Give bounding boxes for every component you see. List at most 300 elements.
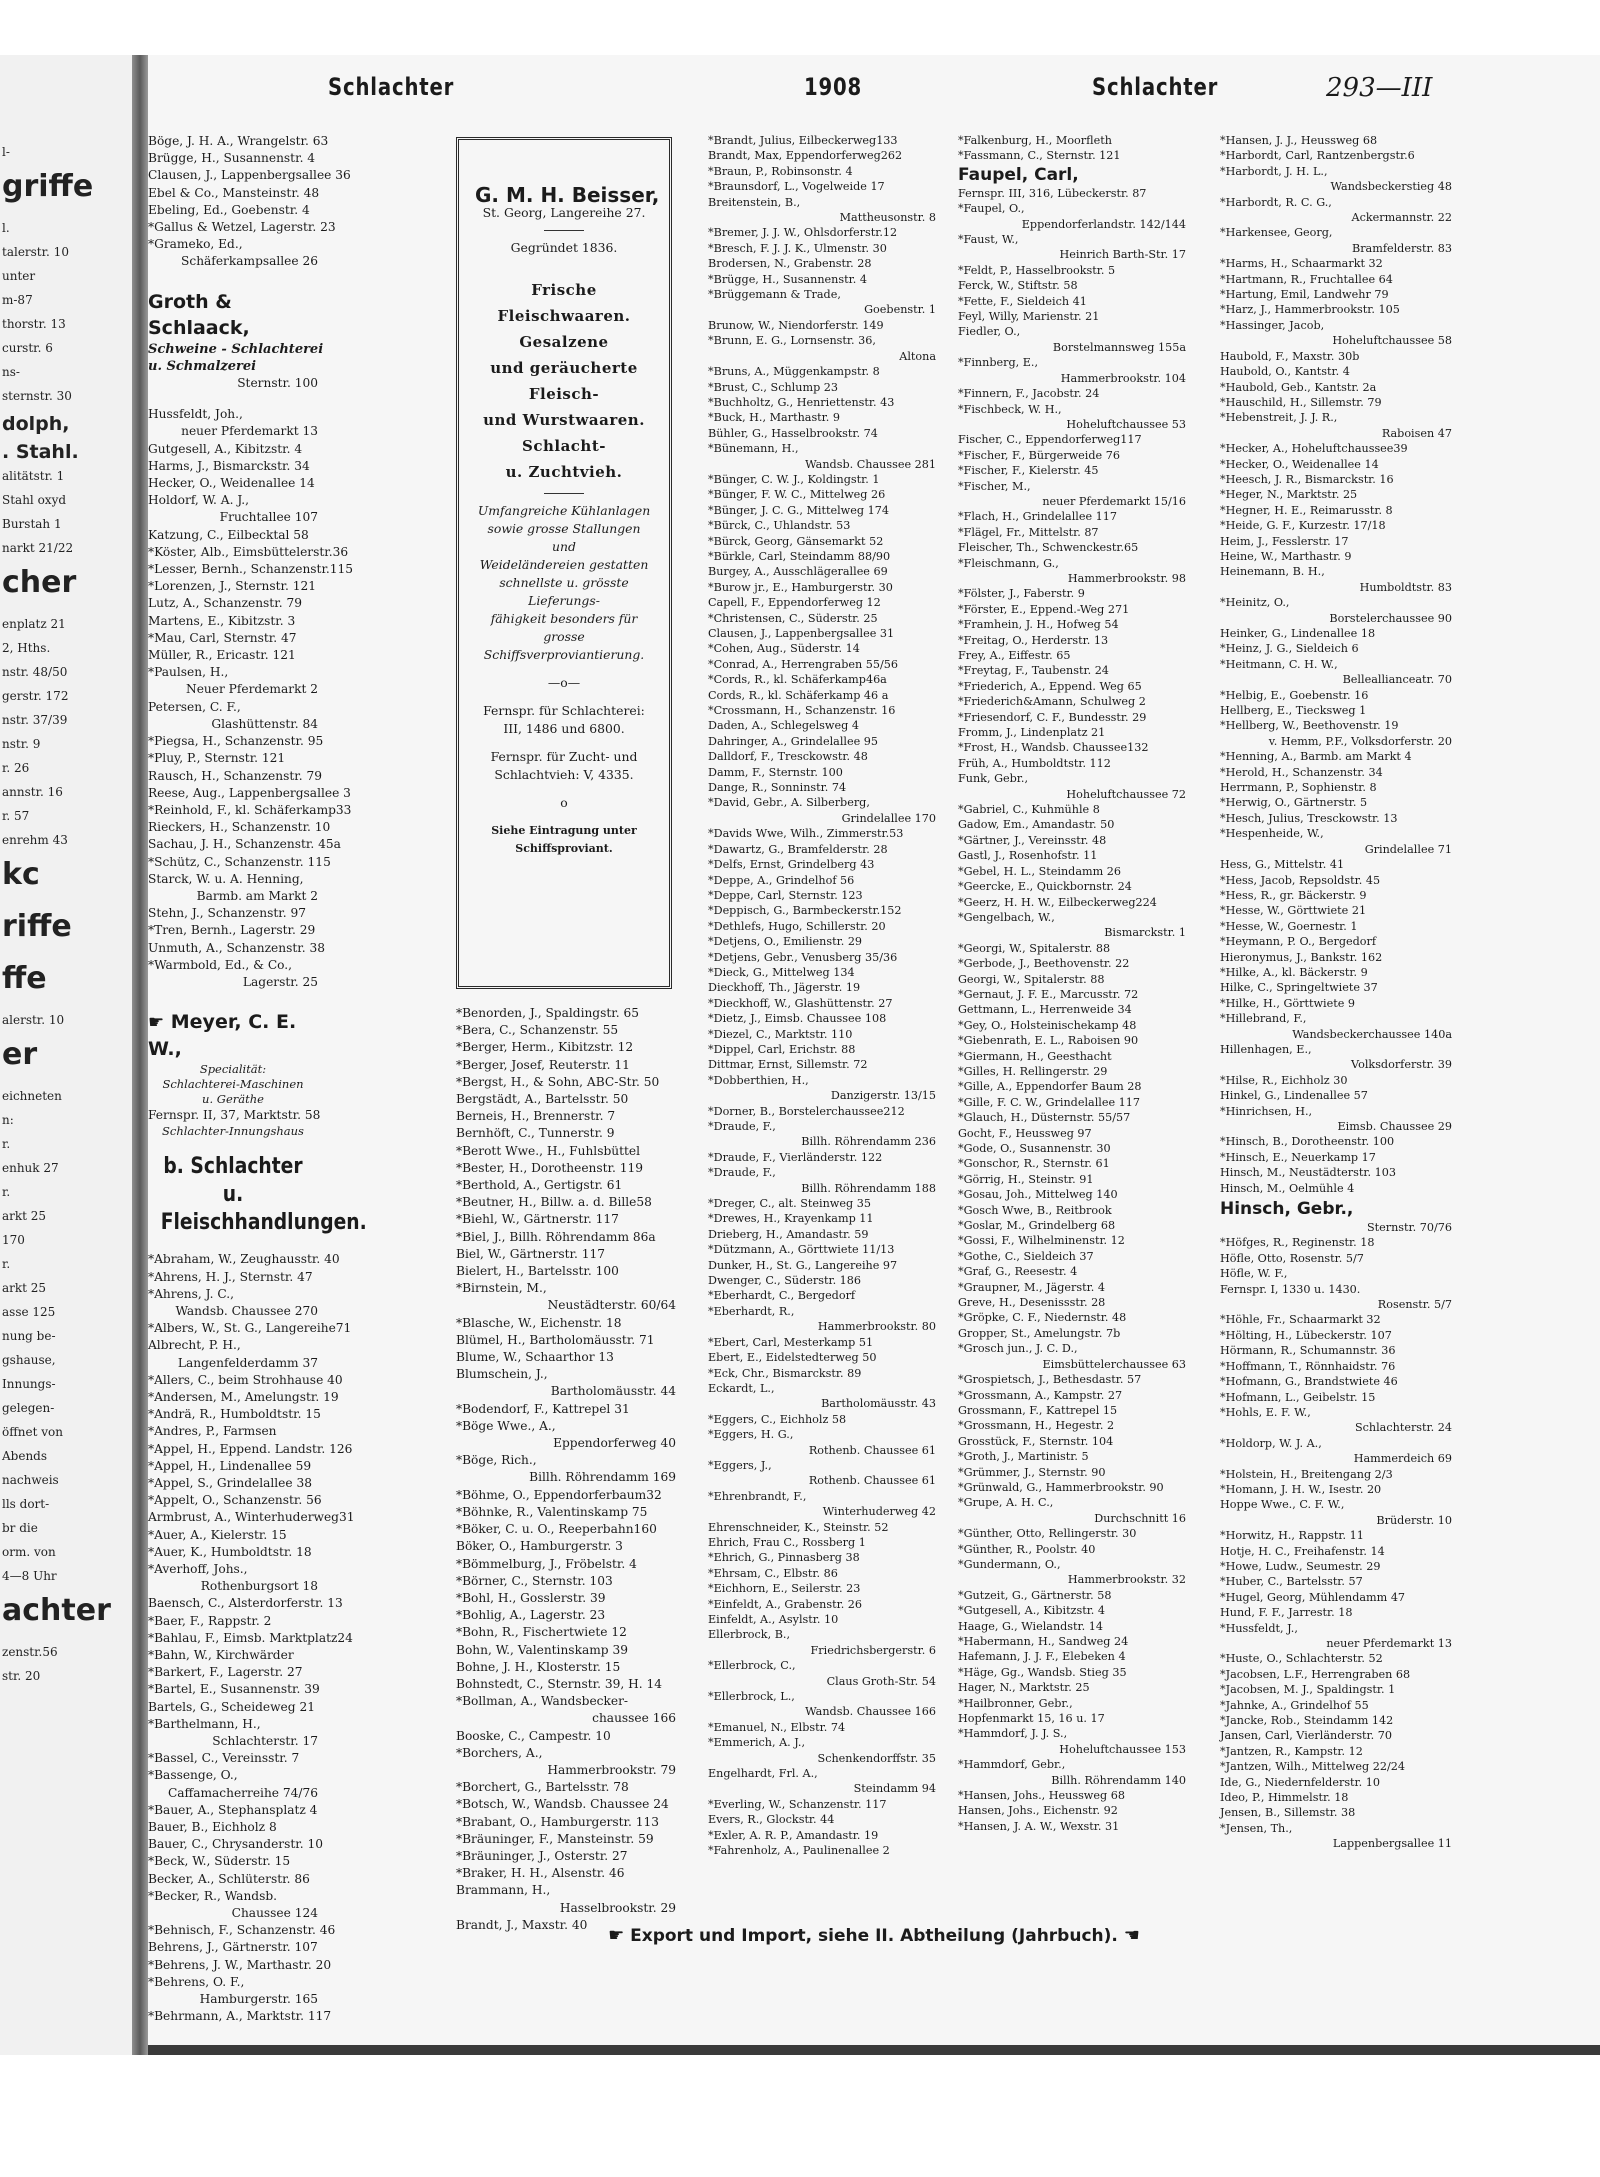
- page-footer: [148, 1925, 1600, 1946]
- listing-entry: *Huste, O., Schlachterstr. 52: [1220, 1652, 1383, 1666]
- listing-entry: *Förster, E., Eppend.-Weg 271: [958, 602, 1130, 616]
- listing-entry: Hinkel, G., Lindenallee 57: [1220, 1089, 1368, 1103]
- listing-entry: *Hofmann, G., Brandstwiete 46: [1220, 1375, 1398, 1389]
- listing-entry: Martens, E., Kibitzstr. 3: [148, 613, 296, 628]
- listing-entry: *Appel, S., Grindelallee 38: [148, 1475, 312, 1490]
- listing-entry: Ebel & Co., Mansteinstr. 48: [148, 185, 320, 200]
- listing-entry: *Delfs, Ernst, Grindelberg 43: [708, 858, 875, 872]
- listing-entry: *Albers, W., St. G., Langereihe71: [148, 1321, 352, 1336]
- footer-text: Export und Import, siehe II. Abtheilung (Jahrbuch).: [630, 1926, 1118, 1946]
- listing-entry: Brunow, W., Niendorferstr. 149: [708, 318, 884, 332]
- advert-name: ☛ Meyer, C. E. W.,: [148, 1011, 297, 1061]
- listing-entry: *Hoffmann, T., Rönnhaidstr. 76: [1220, 1359, 1396, 1373]
- listing-entry: *Heinz, J. G., Sieldeich 6: [1220, 642, 1359, 656]
- listing-entry: *Hammdorf, Gebr.,: [958, 1758, 1066, 1772]
- previous-page-fragment: r.: [2, 1257, 11, 1271]
- listing-entry: *Gallus & Wetzel, Lagerstr. 23: [148, 220, 336, 235]
- listing-entry: Humboldtstr. 83: [1359, 580, 1452, 594]
- listing-entry: neuer Pferdemarkt 13: [181, 424, 318, 439]
- listing-entry: *Gengelbach, W.,: [958, 910, 1055, 924]
- listing-entry: Gadow, Em., Amandastr. 50: [958, 818, 1115, 832]
- listing-entry: Hörmann, R., Schumannstr. 36: [1220, 1344, 1396, 1358]
- listing-entry: *Becker, R., Wandsb.: [148, 1888, 278, 1903]
- advert-line: u. Schmalzerei: [148, 358, 257, 374]
- listing-entry: *Hölting, H., Lübeckerstr. 107: [1220, 1328, 1392, 1342]
- listing-entry: *Allers, C., beim Strohhause 40: [148, 1372, 343, 1387]
- listing-entry: *Heger, N., Marktstr. 25: [1220, 488, 1358, 502]
- listing-entry: *Paulsen, H.,: [148, 665, 229, 680]
- listing-entry: Rothenb. Chaussee 61: [808, 1474, 936, 1488]
- listing-entry: *Emmerich, A. J.,: [708, 1736, 806, 1750]
- advert-line: Schlacht-: [522, 437, 606, 455]
- listing-entry: *Böge Wwe., A.,: [456, 1418, 556, 1433]
- listing-entry: *Gossi, F., Wilhelminenstr. 12: [958, 1234, 1125, 1248]
- column-4: [958, 133, 1186, 1834]
- listing-entry: Hopfenmarkt 15, 16 u. 17: [958, 1712, 1105, 1726]
- previous-page-fragment: unter: [2, 269, 36, 283]
- previous-page-fragment: enhuk 27: [2, 1161, 59, 1175]
- listing-entry: *Barkert, F., Lagerstr. 27: [148, 1665, 303, 1680]
- listing-entry: *Grupe, A. H. C.,: [958, 1496, 1054, 1510]
- listing-entry: *Averhoff, Johs.,: [148, 1562, 248, 1576]
- listing-entry: *Dobberthien, H.,: [708, 1073, 809, 1087]
- listing-entry: *Eggers, J.,: [708, 1458, 772, 1472]
- listing-entry: *Bünemann, H.,: [708, 442, 799, 456]
- listing-entry: *Brust, C., Schlump 23: [708, 380, 839, 394]
- listing-entry: *Hilke, A., kl. Bäckerstr. 9: [1220, 965, 1368, 979]
- listing-entry: *Höfges, R., Reginenstr. 18: [1220, 1236, 1375, 1250]
- listing-entry: Schenkendorffstr. 35: [817, 1751, 936, 1765]
- listing-entry: *Hansen, Johs., Heussweg 68: [958, 1789, 1125, 1803]
- previous-page-fragment: l-: [2, 145, 10, 159]
- listing-entry: Winterhuderweg 42: [822, 1505, 936, 1519]
- listing-entry: Hager, N., Marktstr. 25: [958, 1681, 1090, 1695]
- listing-entry: Baensch, C., Alsterdorferstr. 13: [148, 1596, 343, 1611]
- listing-entry: *Hartung, Emil, Landwehr 79: [1220, 288, 1389, 302]
- listing-entry: Schäferkampsallee 26: [181, 254, 318, 269]
- listing-entry: *Hansen, J. J., Heussweg 68: [1220, 134, 1378, 147]
- advert-separator: —o—: [547, 675, 581, 690]
- listing-entry: Lappenbergsallee 11: [1332, 1837, 1452, 1851]
- previous-page-fragment: Innungs-: [2, 1377, 56, 1391]
- listing-entry: *Fölster, J., Faberstr. 9: [958, 587, 1085, 601]
- listing-entry: *Freitag, O., Herderstr. 13: [958, 633, 1109, 647]
- listing-entry: Borstelerchaussee 90: [1329, 611, 1452, 625]
- listing-entry: *Barthelmann, H.,: [148, 1716, 261, 1731]
- listing-entry: *Gosau, Joh., Mittelweg 140: [958, 1188, 1118, 1202]
- listing-entry: *Pluy, P., Sternstr. 121: [148, 751, 286, 766]
- listing-entry: Langenfelderdamm 37: [177, 1355, 318, 1370]
- listing-entry: *Harkensee, Georg,: [1220, 226, 1333, 240]
- advert-name: Faupel, Carl,: [958, 164, 1079, 185]
- listing-entry: *Behrmann, A., Marktstr. 117: [148, 2009, 332, 2024]
- previous-page-fragment: alerstr. 10: [2, 1013, 65, 1027]
- listing-entry: *Beck, W., Süderstr. 15: [148, 1854, 291, 1869]
- listing-entry: *Deppe, Carl, Sternstr. 123: [708, 888, 863, 902]
- listing-entry: *Bünger, J. C. G., Mittelweg 174: [708, 503, 889, 517]
- listing-entry: *Hess, R., gr. Bäckerstr. 9: [1220, 888, 1367, 902]
- listing-entry: Brügge, H., Susannenstr. 4: [148, 151, 316, 166]
- listing-entry: *Gärtner, J., Vereinsstr. 48: [958, 833, 1107, 847]
- listing-entry: *Holdorp, W. J. A.,: [1220, 1436, 1322, 1450]
- listing-entry: *Hellberg, W., Beethovenstr. 19: [1220, 719, 1399, 733]
- advert-line: Fernspr. II, 37, Marktstr. 58: [148, 1108, 321, 1123]
- listing-entry: Rosenstr. 5/7: [1377, 1298, 1452, 1312]
- listing-entry: Herrmann, P., Sophienstr. 8: [1220, 781, 1377, 795]
- listing-entry: *Graf, G., Reesestr. 4: [958, 1265, 1078, 1279]
- advert-line: Siehe Eintragung unter: [491, 824, 637, 837]
- listing-entry: neuer Pferdemarkt 13: [1326, 1637, 1452, 1650]
- advert-beisser: [456, 137, 672, 989]
- listing-entry: *Giermann, H., Geesthacht: [958, 1049, 1112, 1063]
- advert-line: Weideländereien gestatten: [479, 557, 649, 572]
- listing-entry: Hamburgerstr. 165: [199, 1992, 318, 2007]
- listing-entry: Rieckers, H., Schanzenstr. 10: [148, 820, 331, 835]
- previous-page-fragment: dolph,: [2, 413, 70, 435]
- listing-entry: *Flach, H., Grindelallee 117: [958, 510, 1118, 524]
- previous-page-fragment: gerstr. 172: [2, 689, 69, 703]
- listing-entry: *Gröpke, C. F., Niedernstr. 48: [958, 1311, 1127, 1325]
- listing-entry: *Bräuninger, F., Mansteinstr. 59: [456, 1831, 654, 1846]
- listing-entry: *Drewes, H., Krayenkamp 11: [708, 1212, 874, 1226]
- listing-entry: *Glauch, H., Düsternstr. 55/57: [958, 1111, 1131, 1125]
- listing-entry: *Auer, K., Humboldtstr. 18: [148, 1544, 312, 1559]
- listing-entry: *Ellerbrock, L.,: [708, 1690, 795, 1704]
- listing-entry: Bohnstedt, C., Sternstr. 39, H. 14: [456, 1676, 662, 1691]
- listing-entry: *Häge, Gg., Wandsb. Stieg 35: [958, 1665, 1127, 1679]
- listing-entry: Becker, A., Schlüterstr. 86: [148, 1871, 310, 1886]
- previous-page-fragment: . Stahl.: [2, 441, 79, 463]
- listing-entry: *Hess, Jacob, Repsoldstr. 45: [1220, 873, 1381, 887]
- listing-entry: Ackermannstr. 22: [1351, 211, 1452, 225]
- listing-entry: Schlachterstr. 24: [1354, 1421, 1452, 1435]
- previous-page-fragment: achter: [2, 1593, 111, 1628]
- listing-entry: *Framhein, J. H., Hofweg 54: [958, 618, 1119, 632]
- listing-entry: Hammerbrookstr. 79: [547, 1762, 676, 1777]
- listing-entry: Reese, Aug., Lappenbergsallee 3: [148, 785, 351, 800]
- listing-entry: Müller, R., Ericastr. 121: [148, 648, 296, 663]
- listing-entry: Chaussee 124: [231, 1906, 318, 1921]
- listing-entry: neuer Pferdemarkt 15/16: [1042, 494, 1186, 508]
- listing-entry: *Berott Wwe., H., Fuhlsbüttel: [456, 1143, 641, 1158]
- listing-entry: *Böhnke, R., Valentinskamp 75: [456, 1504, 648, 1519]
- listing-entry: *Emanuel, N., Elbstr. 74: [708, 1720, 846, 1734]
- listing-entry: *Frost, H., Wandsb. Chaussee132: [958, 741, 1149, 755]
- listing-entry: *Herold, H., Schanzenstr. 34: [1220, 765, 1383, 779]
- listing-entry: Hansen, Johs., Eichenstr. 92: [958, 1804, 1118, 1818]
- listing-entry: Jansen, Carl, Vierländerstr. 70: [1220, 1729, 1393, 1743]
- listing-entry: *Draude, F.,: [708, 1120, 776, 1133]
- listing-entry: *Appel, H., Eppend. Landstr. 126: [148, 1441, 353, 1456]
- previous-page-fragment: Stahl oxyd: [2, 493, 67, 507]
- listing-entry: *Geercke, E., Quickbornstr. 24: [958, 880, 1132, 894]
- page-number: 293—III: [1326, 73, 1433, 103]
- listing-entry: Caffamacherreihe 74/76: [167, 1785, 318, 1800]
- listing-entry: Dittmar, Ernst, Sillemstr. 72: [708, 1058, 868, 1072]
- listing-entry: Früh, A., Humboldtstr. 112: [958, 756, 1111, 770]
- listing-entry: Grossmann, F., Kattrepel 15: [958, 1403, 1118, 1417]
- listing-entry: *Böker, C. u. O., Reeperbahn160: [456, 1522, 657, 1537]
- previous-page-fragment: nung be-: [2, 1329, 56, 1343]
- listing-block: [958, 133, 1186, 164]
- advert-line: Schweine - Schlachterei: [148, 341, 324, 357]
- book-gutter: [132, 55, 148, 2055]
- listing-entry: Berneis, H., Brennerstr. 7: [456, 1109, 616, 1124]
- listing-entry: Hafemann, J. J. F., Elebeken 4: [958, 1650, 1126, 1664]
- listing-entry: Breitenstein, B.,: [708, 195, 801, 209]
- listing-entry: *Gernaut, J. F. E., Marcusstr. 72: [958, 987, 1139, 1001]
- listing-entry: *Gabriel, C., Kuhmühle 8: [958, 803, 1100, 817]
- listing-entry: *Holstein, H., Breitengang 2/3: [1220, 1467, 1393, 1481]
- listing-entry: *Hecker, A., Hoheluftchaussee39: [1220, 442, 1408, 456]
- listing-entry: Goebenstr. 1: [864, 303, 936, 317]
- listing-entry: Brammann, H.,: [456, 1883, 551, 1898]
- previous-page-fragment: r. 57: [2, 809, 30, 823]
- listing-entry: Funk, Gebr.,: [958, 772, 1029, 786]
- listing-entry: *Andrä, R., Humboldtstr. 15: [148, 1407, 321, 1422]
- listing-entry: *Gonschor, R., Sternstr. 61: [958, 1157, 1110, 1171]
- listing-entry: chaussee 166: [592, 1711, 676, 1726]
- listing-entry: *Eberhardt, C., Bergedorf: [708, 1289, 856, 1303]
- listing-entry: *Bürck, C., Uhlandstr. 53: [708, 519, 851, 533]
- listing-entry: Hammerbrookstr. 98: [1067, 571, 1186, 585]
- listing-entry: Unmuth, A., Schanzenstr. 38: [148, 940, 325, 955]
- listing-entry: *Bruns, A., Müggenkampstr. 8: [708, 365, 880, 379]
- listing-block: [456, 1005, 676, 1934]
- listing-entry: Eppendorferlandstr. 142/144: [1021, 217, 1186, 231]
- listing-entry: *Buchholtz, G., Henriettenstr. 43: [708, 395, 895, 409]
- listing-entry: Danzigerstr. 13/15: [830, 1089, 936, 1103]
- listing-entry: Bohne, J. H., Klosterstr. 15: [456, 1659, 621, 1674]
- listing-entry: Burgey, A., Ausschlägerallee 69: [708, 565, 888, 579]
- listing-entry: *Andres, P., Farmsen: [148, 1424, 277, 1439]
- listing-entry: Hoheluftchaussee 72: [1066, 787, 1186, 801]
- listing-entry: Engelhardt, Frl. A.,: [708, 1767, 818, 1781]
- previous-page-fragment: nstr. 9: [2, 737, 41, 751]
- listing-entry: *Bräuninger, J., Osterstr. 27: [456, 1848, 628, 1863]
- listing-entry: *Jahnke, A., Grindelhof 55: [1220, 1698, 1369, 1712]
- advert-address: St. Georg, Langereihe 27.: [482, 205, 646, 220]
- advert-meyer: [148, 1009, 321, 1139]
- listing-entry: *Biel, J., Billh. Röhrendamm 86a: [456, 1229, 656, 1244]
- listing-entry: Neustädterstr. 60/64: [547, 1298, 676, 1313]
- listing-entry: *Braunsdorf, L., Vogelweide 17: [708, 180, 885, 194]
- listing-entry: *Böge, Rich.,: [456, 1453, 537, 1468]
- listing-entry: Eckardt, L.,: [708, 1381, 775, 1395]
- listing-entry: *Hauschild, H., Sillemstr. 79: [1220, 395, 1382, 409]
- listing-entry: Petersen, C. F.,: [148, 699, 241, 714]
- listing-entry: Dieckhoff, Th., Jägerstr. 19: [708, 981, 861, 995]
- listing-entry: *Jensen, Th.,: [1220, 1821, 1293, 1835]
- listing-entry: *Falkenburg, H., Moorfleth: [958, 134, 1112, 147]
- listing-entry: Fischer, C., Eppendorferweg117: [958, 433, 1142, 447]
- listing-entry: *Hecker, O., Weidenallee 14: [1220, 457, 1379, 471]
- listing-entry: Glashüttenstr. 84: [211, 716, 318, 731]
- listing-entry: Belleallianceatr. 70: [1342, 673, 1452, 687]
- listing-entry: *David, Gebr., A. Silberberg,: [708, 796, 870, 810]
- previous-page-fragment: ffe: [2, 961, 47, 996]
- listing-entry: *Hebenstreit, J. J. R.,: [1220, 411, 1338, 425]
- listing-entry: *Huber, C., Bartelsstr. 57: [1220, 1575, 1363, 1589]
- listing-entry: *Grossmann, A., Kampstr. 27: [958, 1388, 1123, 1402]
- listing-entry: *Bahn, W., Kirchwärder: [148, 1648, 294, 1663]
- listing-entry: Hotje, H. C., Freihafenstr. 14: [1220, 1544, 1385, 1558]
- listing-entry: *Dietz, J., Eimsb. Chaussee 108: [708, 1012, 887, 1026]
- listing-entry: Behrens, J., Gärtnerstr. 107: [148, 1940, 318, 1955]
- listing-entry: Wandsb. Chaussee 270: [175, 1303, 318, 1318]
- listing-entry: *Köster, Alb., Eimsbüttelerstr.36: [148, 544, 349, 559]
- listing-entry: Jensen, B., Sillemstr. 38: [1220, 1806, 1356, 1820]
- listing-entry: Katzung, C., Eilbecktal 58: [148, 527, 309, 542]
- listing-entry: *Gosch Wwe, B., Reitbrook: [958, 1203, 1112, 1217]
- listing-entry: Hellberg, E., Tiecksweg 1: [1220, 704, 1367, 718]
- advert-groth-schlaack: [148, 289, 324, 393]
- listing-entry: *Mau, Carl, Sternstr. 47: [148, 630, 297, 645]
- listing-entry: Blume, W., Schaarthor 13: [456, 1350, 614, 1365]
- listing-entry: Schlachterstr. 17: [212, 1734, 318, 1749]
- listing-entry: Hund, F. F., Jarrestr. 18: [1220, 1606, 1353, 1620]
- listing-entry: Gutgesell, A., Kibitzstr. 4: [148, 441, 303, 456]
- listing-entry: *Dreger, C., alt. Steinweg 35: [708, 1197, 871, 1211]
- listing-entry: Fiedler, O.,: [958, 325, 1021, 339]
- listing-entry: Gastl, J., Rosenhofstr. 11: [958, 849, 1098, 863]
- advert-phone: Fernspr. für Schlachterei:: [483, 703, 645, 718]
- listing-entry: *Bresch, F. J. J. K., Ulmenstr. 30: [708, 241, 887, 255]
- section-heading: b. Schlachter u. Fleischhandlungen.: [160, 1154, 367, 1236]
- listing-entry: *Gothe, C., Sieldeich 37: [958, 1249, 1094, 1263]
- listing-entry: *Gebel, H. L., Steindamm 26: [958, 864, 1121, 878]
- listing-entry: *Eggers, C., Eichholz 58: [708, 1412, 847, 1426]
- listing-entry: Bergstädt, A., Bartelsstr. 50: [456, 1092, 629, 1107]
- listing-entry: Höfle, W. F.,: [1220, 1267, 1288, 1281]
- pointing-hand-icon: ☛: [608, 1925, 625, 1946]
- listing-entry: Biel, W., Gärtnerstr. 117: [456, 1246, 605, 1261]
- listing-entry: *Gille, A., Eppendorfer Baum 28: [958, 1080, 1142, 1094]
- listing-entry: Hoppe Wwe., C. F. W.,: [1220, 1498, 1345, 1512]
- listing-entry: *Bürck, Georg, Gänsemarkt 52: [708, 534, 884, 548]
- previous-page-fragment: öffnet von: [2, 1425, 63, 1439]
- listing-entry: *Faust, W.,: [958, 233, 1019, 247]
- listing-entry: Hillenhagen, E.,: [1220, 1042, 1312, 1056]
- listing-entry: Steindamm 94: [853, 1782, 936, 1796]
- listing-entry: *Böhme, O., Eppendorferbaum32: [456, 1487, 662, 1502]
- listing-entry: *Heitmann, C. H. W.,: [1220, 657, 1338, 671]
- listing-entry: *Piegsa, H., Schanzenstr. 95: [148, 734, 324, 749]
- listing-entry: *Harbordt, J. H. L.,: [1220, 164, 1328, 178]
- listing-entry: Volksdorferstr. 39: [1351, 1058, 1452, 1072]
- listing-entry: *Ehrsam, C., Elbstr. 86: [708, 1566, 838, 1580]
- listing-entry: *Hinrichsen, H.,: [1220, 1104, 1313, 1118]
- listing-entry: *Hegner, H. E., Reimarusstr. 8: [1220, 503, 1393, 517]
- listing-entry: *Bremer, J. J. W., Ohlsdorferstr.12: [708, 226, 898, 240]
- listing-entry: *Berger, Herm., Kibitzstr. 12: [456, 1040, 634, 1055]
- listing-entry: *Cohen, Aug., Süderstr. 14: [708, 642, 860, 656]
- listing-entry: *Ehrenbrandt, F.,: [708, 1489, 807, 1503]
- listing-entry: *Beutner, H., Billw. a. d. Bille58: [456, 1195, 652, 1210]
- previous-page-fragment: r.: [2, 1185, 11, 1199]
- previous-page-fragment: l.: [2, 221, 10, 235]
- listing-entry: Bielert, H., Bartelsstr. 100: [456, 1264, 619, 1279]
- listing-entry: Dwenger, C., Süderstr. 186: [708, 1274, 862, 1288]
- listing-entry: Fernspr. I, 1330 u. 1430.: [1220, 1282, 1361, 1296]
- advert-line: Schiffsproviant.: [515, 842, 613, 855]
- listing-entry: Eimsb. Chaussee 29: [1337, 1120, 1452, 1133]
- listing-entry: *Jantzen, Wilh., Mittelweg 22/24: [1220, 1760, 1405, 1774]
- listing-entry: *Jantzen, R., Kampstr. 12: [1220, 1744, 1363, 1758]
- listing-entry: *Grossmann, H., Hegestr. 2: [958, 1419, 1115, 1433]
- listing-entry: *Helbig, E., Goebenstr. 16: [1220, 688, 1369, 702]
- listing-block: [958, 201, 1186, 1834]
- listing-entry: *Friederich&Amann, Schulweg 2: [958, 695, 1146, 709]
- listing-entry: *Gilles, H. Rellingerstr. 29: [958, 1064, 1108, 1078]
- listing-entry: *Faupel, O.,: [958, 202, 1025, 216]
- advert-line: Fleischwaaren.: [497, 307, 631, 325]
- listing-entry: *Bartel, E., Susannenstr. 39: [148, 1682, 320, 1697]
- listing-entry: *Harbordt, Carl, Rantzenbergstr.6: [1220, 149, 1415, 163]
- listing-entry: *Gey, O., Holsteinischekamp 48: [958, 1018, 1137, 1032]
- listing-entry: *Graupner, M., Jägerstr. 4: [958, 1280, 1105, 1294]
- listing-entry: Haage, G., Wielandstr. 14: [958, 1619, 1104, 1633]
- listing-entry: *Bera, C., Schanzenstr. 55: [456, 1023, 619, 1038]
- listing-entry: *Bohl, H., Gosslerstr. 39: [456, 1590, 606, 1605]
- listing-entry: *Dieckhoff, W., Glashüttenstr. 27: [708, 996, 893, 1010]
- listing-entry: Stehn, J., Schanzenstr. 97: [148, 906, 306, 921]
- listing-entry: *Ebert, Carl, Mesterkamp 51: [708, 1335, 874, 1349]
- listing-entry: *Homann, J. H. W., Isestr. 20: [1220, 1482, 1382, 1496]
- listing-entry: *Dethlefs, Hugo, Schillerstr. 20: [708, 919, 886, 933]
- previous-page-fragment: arkt 25: [2, 1209, 47, 1223]
- listing-entry: Rothenb. Chaussee 61: [808, 1443, 936, 1457]
- listing-block: [148, 133, 351, 271]
- listing-entry: *Feldt, P., Hasselbrookstr. 5: [958, 263, 1116, 277]
- listing-entry: Fromm, J., Lindenplatz 21: [958, 726, 1106, 740]
- listing-entry: Ellerbrock, B.,: [708, 1628, 791, 1642]
- listing-entry: v. Hemm, P.F., Volksdorferstr. 20: [1268, 734, 1452, 748]
- listing-entry: Fleischer, Th., Schwenckestr.65: [958, 541, 1139, 555]
- advert-line: u. Zuchtvieh.: [505, 463, 623, 481]
- listing-entry: Feyl, Willy, Marienstr. 21: [958, 310, 1100, 324]
- listing-entry: Rausch, H., Schanzenstr. 79: [148, 768, 323, 783]
- listing-entry: Gocht, F., Heussweg 97: [958, 1126, 1092, 1140]
- listing-entry: Capell, F., Eppendorferweg 12: [708, 596, 881, 610]
- listing-entry: *Howe, Ludw., Seumestr. 29: [1220, 1559, 1381, 1573]
- listing-entry: *Braker, H. H., Alsenstr. 46: [456, 1866, 625, 1881]
- listing-entry: *Grameko, Ed.,: [148, 237, 243, 252]
- listing-entry: *Reinhold, F., kl. Schäferkamp33: [148, 802, 352, 817]
- listing-entry: Hinsch, M., Neustädterstr. 103: [1220, 1166, 1396, 1180]
- listing-entry: Hinsch, M., Oelmühle 4: [1220, 1181, 1355, 1195]
- listing-entry: Heim, J., Fesslerstr. 17: [1220, 534, 1349, 548]
- listing-entry: *Freytag, F., Taubenstr. 24: [958, 664, 1109, 678]
- listing-entry: Billh. Röhrendamm 188: [801, 1181, 936, 1195]
- directory-page: [148, 55, 1600, 2045]
- listing-entry: Ferck, W., Stiftstr. 58: [958, 279, 1078, 293]
- previous-page-fragment: enplatz 21: [2, 617, 66, 631]
- listing-entry: Bramfelderstr. 83: [1351, 241, 1452, 255]
- listing-entry: *Brügge, H., Susannenstr. 4: [708, 272, 867, 286]
- listing-entry: Ide, G., Niedernfelderstr. 10: [1220, 1775, 1381, 1789]
- listing-entry: Billh. Röhrendamm 169: [529, 1470, 676, 1485]
- previous-page-fragment: enrehm 43: [2, 833, 68, 847]
- listing-entry: Ideo, P., Himmelstr. 18: [1220, 1791, 1349, 1805]
- advert-phone: Fernspr. für Zucht- und: [490, 749, 638, 764]
- listing-entry: *Hesch, Julius, Tresckowstr. 13: [1220, 811, 1398, 825]
- listing-entry: Grosstück, F., Sternstr. 104: [958, 1434, 1114, 1448]
- header-year: 1908: [804, 73, 863, 101]
- listing-entry: Bartels, G., Scheideweg 21: [148, 1699, 315, 1714]
- listing-entry: *Bürkle, Carl, Steindamm 88/90: [708, 549, 891, 563]
- advert-line: Fleisch-: [528, 385, 600, 403]
